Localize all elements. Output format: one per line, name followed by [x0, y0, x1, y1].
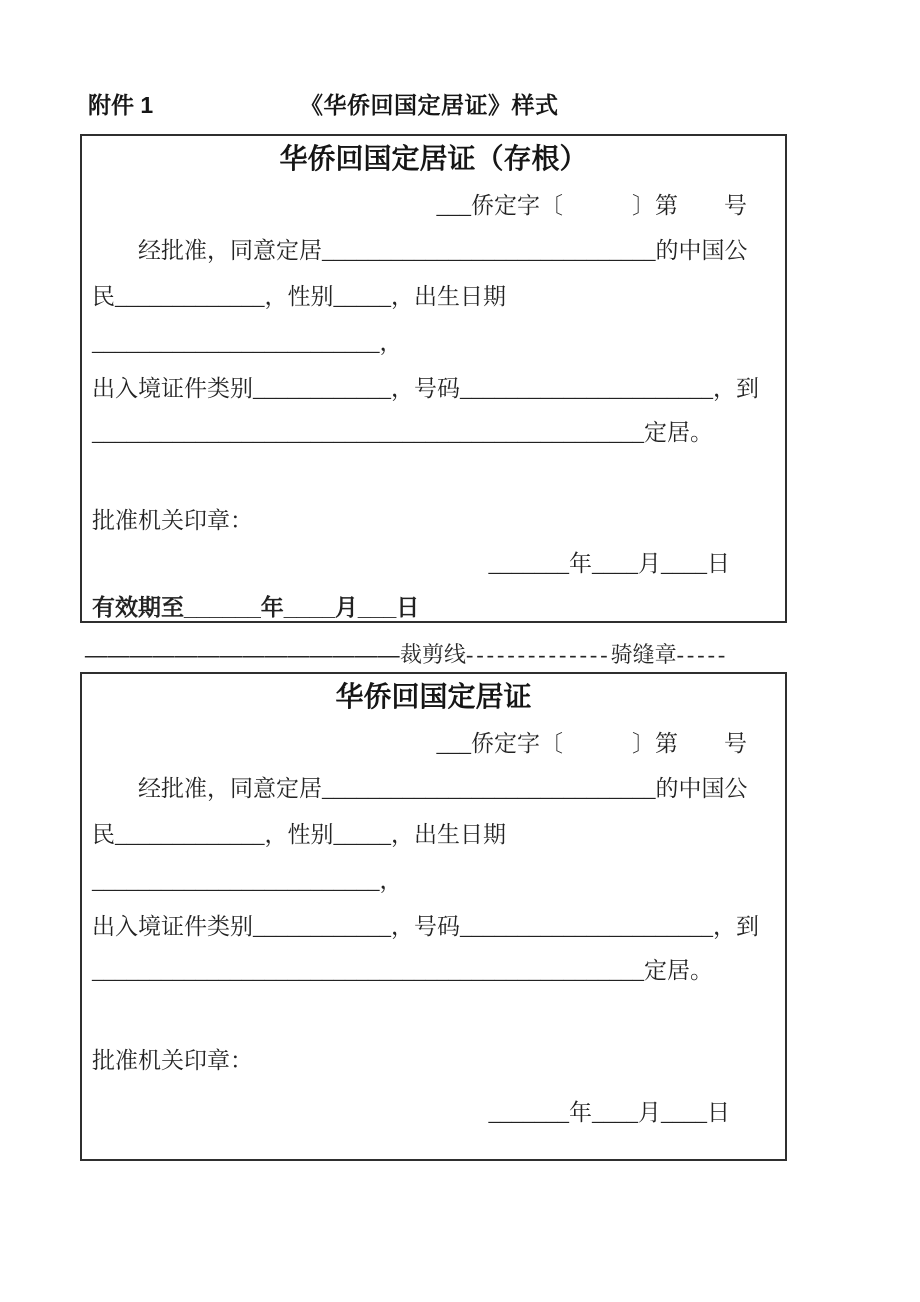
certificate-serial-number-line: ___侨定字〔 〕第 号 [436, 731, 747, 756]
stub-card-title: 华侨回国定居证（存根） [279, 143, 588, 174]
page-title: 《华侨回国定居证》样式 [300, 92, 559, 118]
certificate-card [80, 672, 787, 1161]
attachment-label: 附件 1 [88, 92, 154, 118]
certificate-date-line: _______年____月____日 [488, 1100, 730, 1125]
stub-approval-line: 经批准，同意定居_____________________________的中国公 [138, 238, 748, 263]
stub-name-gender-line: 民_____________，性别_____，出生日期 [92, 284, 506, 309]
certificate-approving-authority-seal-label: 批准机关印章： [92, 1048, 253, 1073]
certificate-name-gender-line: 民_____________，性别_____，出生日期 [92, 822, 506, 847]
stub-serial-number-line: ___侨定字〔 〕第 号 [436, 193, 747, 218]
stub-birthdate-blank-line: _________________________， [92, 330, 403, 355]
seam-seal-label: 骑缝章 [610, 642, 677, 667]
stub-travel-document-line: 出入境证件类别____________，号码______________________，到 [92, 376, 759, 401]
divider-bold-dashes: —————————————— [85, 642, 400, 667]
stub-settlement-place-line: ________________________________________________定居。 [92, 420, 713, 445]
stub-approving-authority-seal-label: 批准机关印章： [92, 508, 253, 533]
stub-card [80, 134, 787, 623]
certificate-settlement-place-line: ________________________________________________定居。 [92, 958, 713, 983]
stub-validity-line: 有效期至______年____月___日 [92, 594, 420, 620]
cut-line-label: 裁剪线 [400, 642, 467, 667]
certificate-approval-line: 经批准，同意定居_____________________________的中国公 [138, 776, 748, 801]
certificate-card-title: 华侨回国定居证 [335, 681, 532, 712]
stub-date-line: _______年____月____日 [488, 551, 730, 576]
divider-tail-dashes: ----- [676, 642, 729, 667]
certificate-birthdate-blank-line: _________________________， [92, 868, 403, 893]
certificate-travel-document-line: 出入境证件类别____________，号码______________________，到 [92, 914, 759, 939]
cut-line-divider [85, 641, 785, 669]
divider-middle-dashes: -------------- [466, 642, 611, 667]
